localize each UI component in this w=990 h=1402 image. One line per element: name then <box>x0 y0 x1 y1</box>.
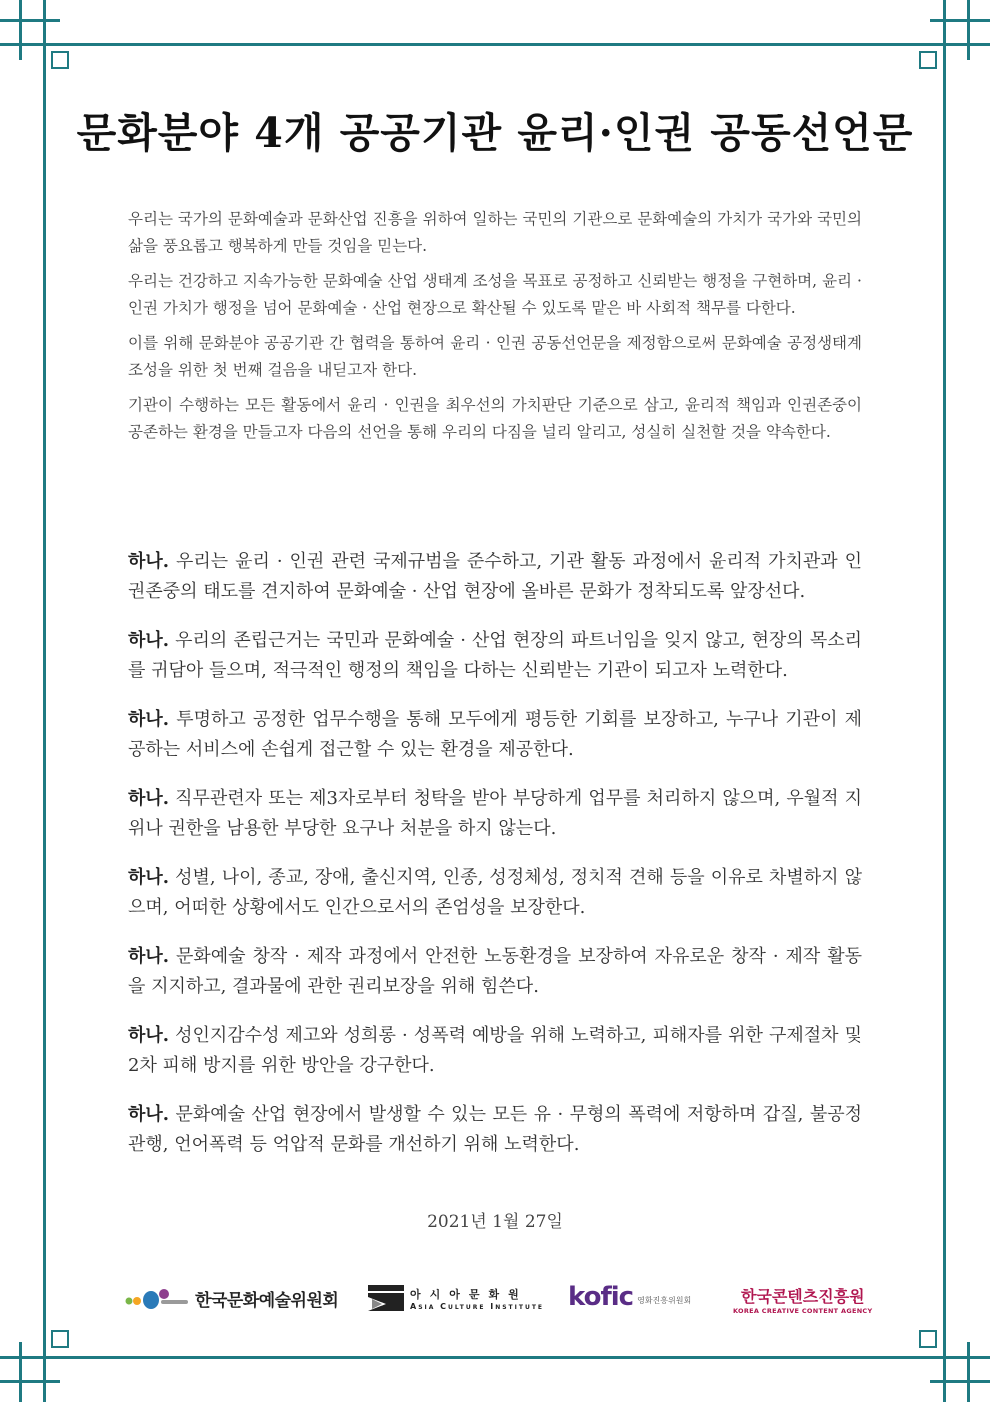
declaration-text: 우리의 존립근거는 국민과 문화예술 · 산업 현장의 파트너임을 잊지 않고, 현장의 목소리를 귀담아 들으며, 적극적인 행정의 책임을 다하는 신뢰받는 기관이 되고자 노력한다. <box>128 630 862 681</box>
declaration-prefix: 하나. <box>128 1104 170 1125</box>
corner-square-bottom-right <box>919 1330 937 1348</box>
aci-mark-icon <box>368 1285 404 1311</box>
declaration-text: 성인지감수성 제고와 성희롱 · 성폭력 예방을 위해 노력하고, 피해자를 위한 구제절차 및 2차 피해 방지를 위한 방안을 강구한다. <box>128 1025 862 1076</box>
declaration-text: 투명하고 공정한 업무수행을 통해 모두에게 평등한 기회를 보장하고, 누구나 기관이 제공하는 서비스에 손쉽게 접근할 수 있는 환경을 제공한다. <box>128 709 862 760</box>
frame-mask <box>943 60 990 1342</box>
kofic-name-korean: 영화진흥위원회 <box>637 1295 692 1305</box>
corner-square-bottom-left <box>51 1330 69 1348</box>
aci-logo <box>368 1285 544 1311</box>
declaration-prefix: 하나. <box>128 1025 170 1046</box>
intro-paragraph: 우리는 국가의 문화예술과 문화산업 진흥을 위하여 일하는 국민의 기관으로 문화예술의 가치가 국가와 국민의 삶을 풍요롭고 행복하게 만들 것임을 믿는다. <box>128 210 862 255</box>
kocca-logo <box>733 1284 873 1315</box>
declaration-text: 문화예술 창작 · 제작 과정에서 안전한 노동환경을 보장하여 자유로운 창작 · 제작 활동을 지지하고, 결과물에 관한 권리보장을 위해 힘쓴다. <box>128 946 862 997</box>
declaration-item <box>128 547 862 607</box>
kocca-text <box>733 1284 873 1315</box>
declaration-item <box>128 1021 862 1081</box>
declaration-date: 2021년 1월 27일 <box>427 1212 563 1232</box>
corner-square-top-right <box>919 51 937 69</box>
arko-name: 한국문화예술위원회 <box>195 1291 339 1311</box>
declaration-text: 직무관련자 또는 제3자로부터 청탁을 받아 부당하게 업무를 처리하지 않으며, 우월적 지위나 권한을 남용한 부당한 요구나 처분을 하지 않는다. <box>128 788 862 839</box>
kofic-wordmark: kofic <box>568 1282 634 1312</box>
frame-line-bottom <box>0 1356 990 1359</box>
declaration-item <box>128 1100 862 1160</box>
declarations-list <box>128 547 862 1179</box>
aci-name-english: Asia Culture Institute <box>410 1301 545 1311</box>
declaration-item <box>128 942 862 1002</box>
page-title: 문화분야 4개 공공기관 윤리·인권 공동선언문 <box>76 109 914 157</box>
frame-line-right <box>943 0 946 1402</box>
intro-section <box>128 206 862 454</box>
declaration-prefix: 하나. <box>128 709 170 730</box>
intro-paragraph: 기관이 수행하는 모든 활동에서 윤리 · 인권을 최우선의 가치판단 기준으로 삼고, 윤리적 책임과 인권존중이 공존하는 환경을 만들고자 다음의 선언을 통해 우리의 다짐을 널리 알리고, 성실히 실천할 것을 약속한다. <box>128 396 862 441</box>
kocca-name-english: KOREA CREATIVE CONTENT AGENCY <box>733 1307 873 1315</box>
aci-name-korean: 아시아문화원 <box>410 1287 528 1301</box>
declaration-item <box>128 626 862 686</box>
declaration-item <box>128 784 862 844</box>
corner-square-top-left <box>51 51 69 69</box>
aci-text <box>410 1286 544 1311</box>
frame-mask <box>0 60 46 1342</box>
intro-paragraph: 이를 위해 문화분야 공공기관 간 협력을 통하여 윤리 · 인권 공동선언문을 제정함으로써 문화예술 공정생태계 조성을 위한 첫 번째 걸음을 내딛고자 한다. <box>128 334 862 379</box>
frame-line-top <box>0 43 990 46</box>
kofic-logo <box>568 1282 691 1312</box>
frame-mask <box>60 1359 930 1402</box>
declaration-prefix: 하나. <box>128 630 170 651</box>
organization-logos <box>0 1280 990 1320</box>
declaration-item <box>128 863 862 923</box>
declaration-text: 문화예술 산업 현장에서 발생할 수 있는 모든 유 · 무형의 폭력에 저항하며 갑질, 불공정관행, 언어폭력 등 억압적 문화를 개선하기 위해 노력한다. <box>128 1104 862 1155</box>
declaration-prefix: 하나. <box>128 867 170 888</box>
intro-paragraph: 우리는 건강하고 지속가능한 문화예술 산업 생태계 조성을 목표로 공정하고 신뢰받는 행정을 구현하며, 윤리 · 인권 가치가 행정을 넘어 문화예술 · 산업 현장으로 확산될 수 있도록 맡은 바 사회적 책무를 다한다. <box>128 272 862 317</box>
declaration-text: 성별, 나이, 종교, 장애, 출신지역, 인종, 성정체성, 정치적 견해 등을 이유로 차별하지 않으며, 어떠한 상황에서도 인간으로서의 존엄성을 보장한다. <box>128 867 862 918</box>
declaration-item <box>128 705 862 765</box>
declaration-prefix: 하나. <box>128 788 170 809</box>
declaration-prefix: 하나. <box>128 946 170 967</box>
kocca-name-korean: 한국콘텐츠진흥원 <box>740 1287 865 1306</box>
arko-mark-icon <box>125 1287 189 1311</box>
frame-line-left <box>43 0 46 1402</box>
declaration-text: 우리는 윤리 · 인권 관련 국제규범을 준수하고, 기관 활동 과정에서 윤리적 가치관과 인권존중의 태도를 견지하여 문화예술 · 산업 현장에 올바른 문화가 정착되도록 앞장선다. <box>128 551 862 602</box>
frame-mask <box>60 0 930 43</box>
arko-logo <box>125 1286 338 1311</box>
declaration-prefix: 하나. <box>128 551 170 572</box>
